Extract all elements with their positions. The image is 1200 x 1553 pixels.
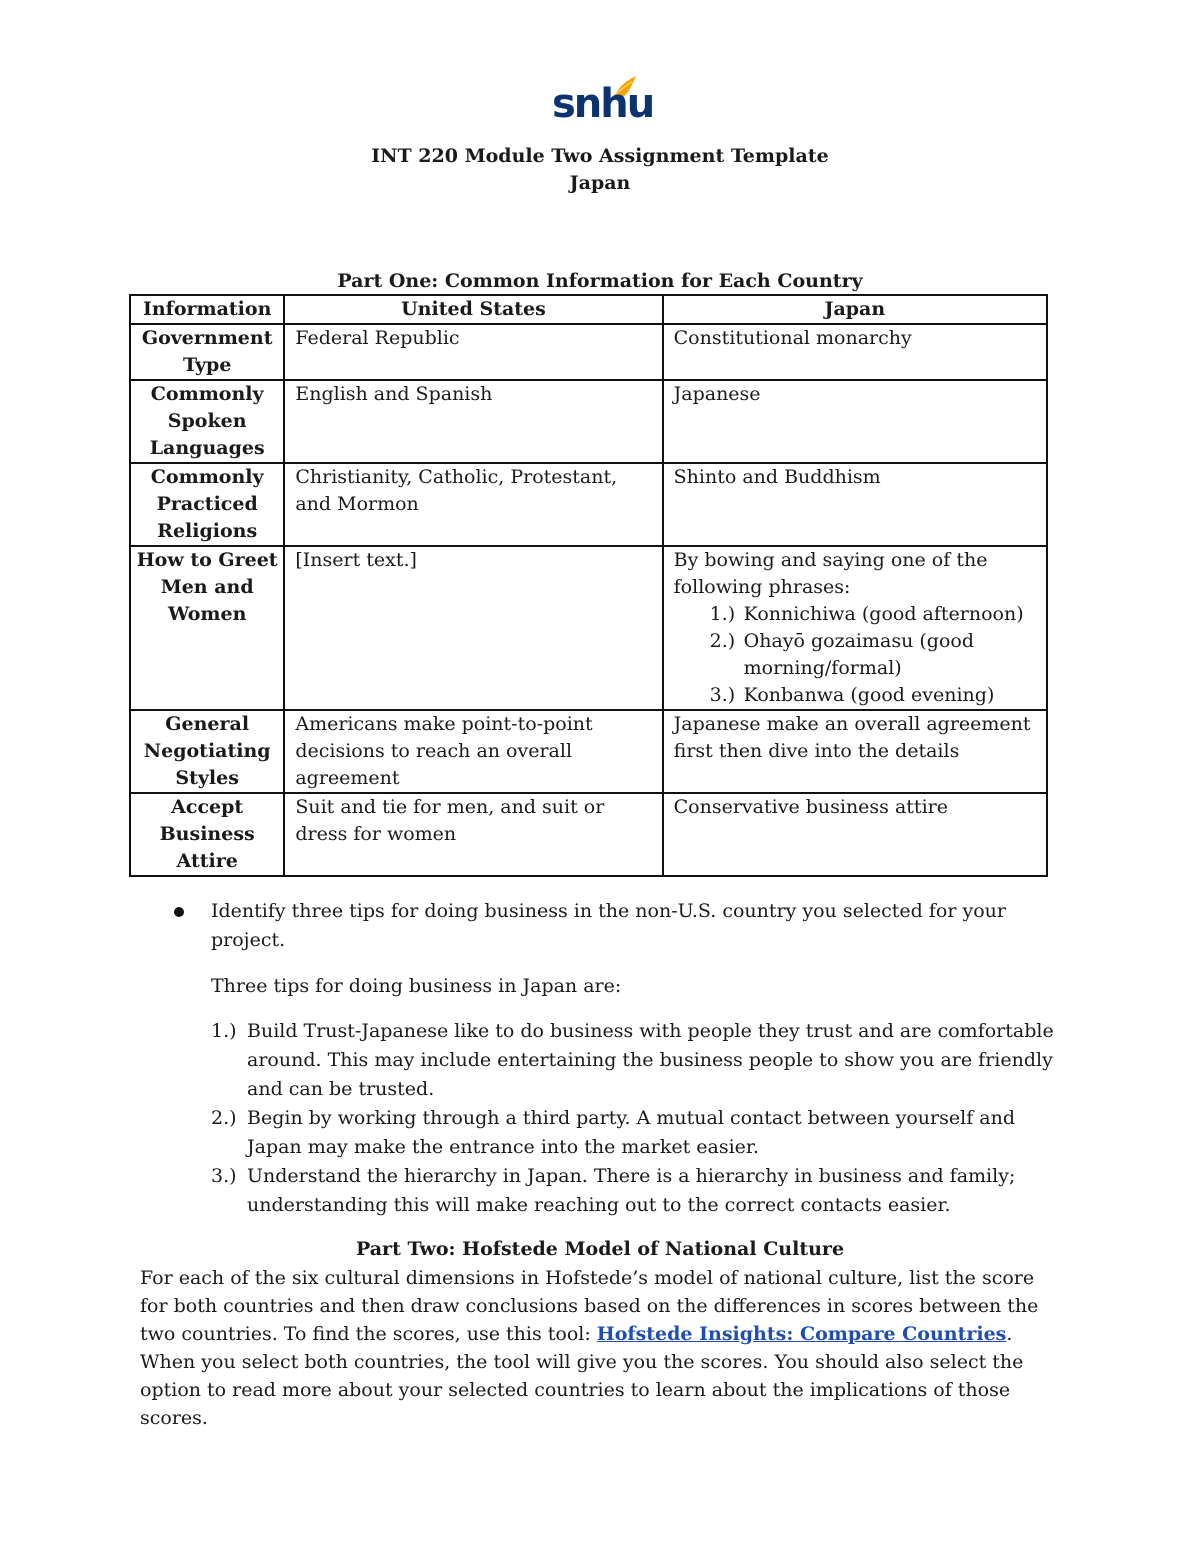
row-label: Commonly Spoken Languages	[130, 380, 284, 463]
tips-prompt-bullet	[174, 897, 1064, 955]
table-header-row	[130, 295, 1047, 324]
table-row	[130, 380, 1047, 463]
snhu-logo	[552, 72, 654, 134]
table-row	[130, 463, 1047, 546]
row-label: Commonly Practiced Religions	[130, 463, 284, 546]
japan-cell: Constitutional monarchy	[663, 324, 1047, 380]
table-row	[130, 793, 1047, 876]
column-header-japan: Japan	[663, 295, 1047, 324]
list-item: 1.) Konnichiwa (good afternoon)	[709, 603, 1024, 625]
hofstede-compare-link[interactable]: Hofstede Insights: Compare Countries	[596, 1323, 1007, 1345]
greeting-intro: By bowing and saying one of the following phrases:	[673, 549, 988, 598]
list-item: 3.) Understand the hierarchy in Japan. There is a hierarchy in business and family; understanding this will make reaching out to the correct contacts easier.	[211, 1165, 1016, 1216]
us-cell: [Insert text.]	[284, 546, 662, 710]
list-item: 3.) Konbanwa (good evening)	[709, 684, 995, 706]
list-item: 2.) Begin by working through a third party. A mutual contact between yourself and Japan may make the entrance into the market easier.	[211, 1107, 1015, 1158]
us-cell: Americans make point-to-point decisions to reach an overall agreement	[284, 710, 662, 793]
tips-list	[211, 1017, 1061, 1220]
document-title: INT 220 Module Two Assignment Template	[371, 145, 829, 167]
document-country: Japan	[569, 172, 631, 194]
japan-cell: Conservative business attire	[663, 793, 1047, 876]
table-row	[130, 546, 1047, 710]
country-info-table	[129, 294, 1048, 877]
us-cell: Christianity, Catholic, Protestant, and Mormon	[284, 463, 662, 546]
column-header-united-states: United States	[284, 295, 662, 324]
column-header-information: Information	[130, 295, 284, 324]
table-row	[130, 324, 1047, 380]
part-two-title: Part Two: Hofstede Model of National Culture	[355, 1238, 845, 1260]
table-row	[130, 710, 1047, 793]
row-label: General Negotiating Styles	[130, 710, 284, 793]
japan-cell: Shinto and Buddhism	[663, 463, 1047, 546]
logo-wordmark: snhu	[552, 81, 654, 127]
list-item: 2.) Ohayō gozaimasu (good morning/formal)	[709, 630, 974, 679]
row-label: Government Type	[130, 324, 284, 380]
tips-intro: Three tips for doing business in Japan are:	[211, 975, 622, 997]
part-two-instructions: For each of the six cultural dimensions in Hofstede’s model of national culture, list the score for both countries and then draw conclusions based on the differences in scores between the two countries. To find the scores, use this tool: Hofstede Insights: Compare Countries. When you select both countries, the tool will give you the scores. You should also select the option to read more about your selected countries to learn about the implications of those scores.	[140, 1267, 1039, 1429]
japan-cell: Japanese make an overall agreement first then dive into the details	[663, 710, 1047, 793]
japan-cell	[663, 546, 1047, 710]
part-one-title: Part One: Common Information for Each Country	[337, 270, 863, 292]
row-label: Accept Business Attire	[130, 793, 284, 876]
us-cell: English and Spanish	[284, 380, 662, 463]
tips-prompt: Identify three tips for doing business in the non-U.S. country you selected for your project.	[211, 900, 1006, 951]
greeting-list	[674, 601, 1038, 709]
list-item: 1.) Build Trust-Japanese like to do business with people they trust and are comfortable around. This may include entertaining the business people to show you are friendly and can be trusted.	[211, 1020, 1054, 1100]
row-label: How to Greet Men and Women	[130, 546, 284, 710]
japan-cell: Japanese	[663, 380, 1047, 463]
us-cell: Federal Republic	[284, 324, 662, 380]
bullet-icon	[174, 907, 184, 917]
us-cell: Suit and tie for men, and suit or dress for women	[284, 793, 662, 876]
